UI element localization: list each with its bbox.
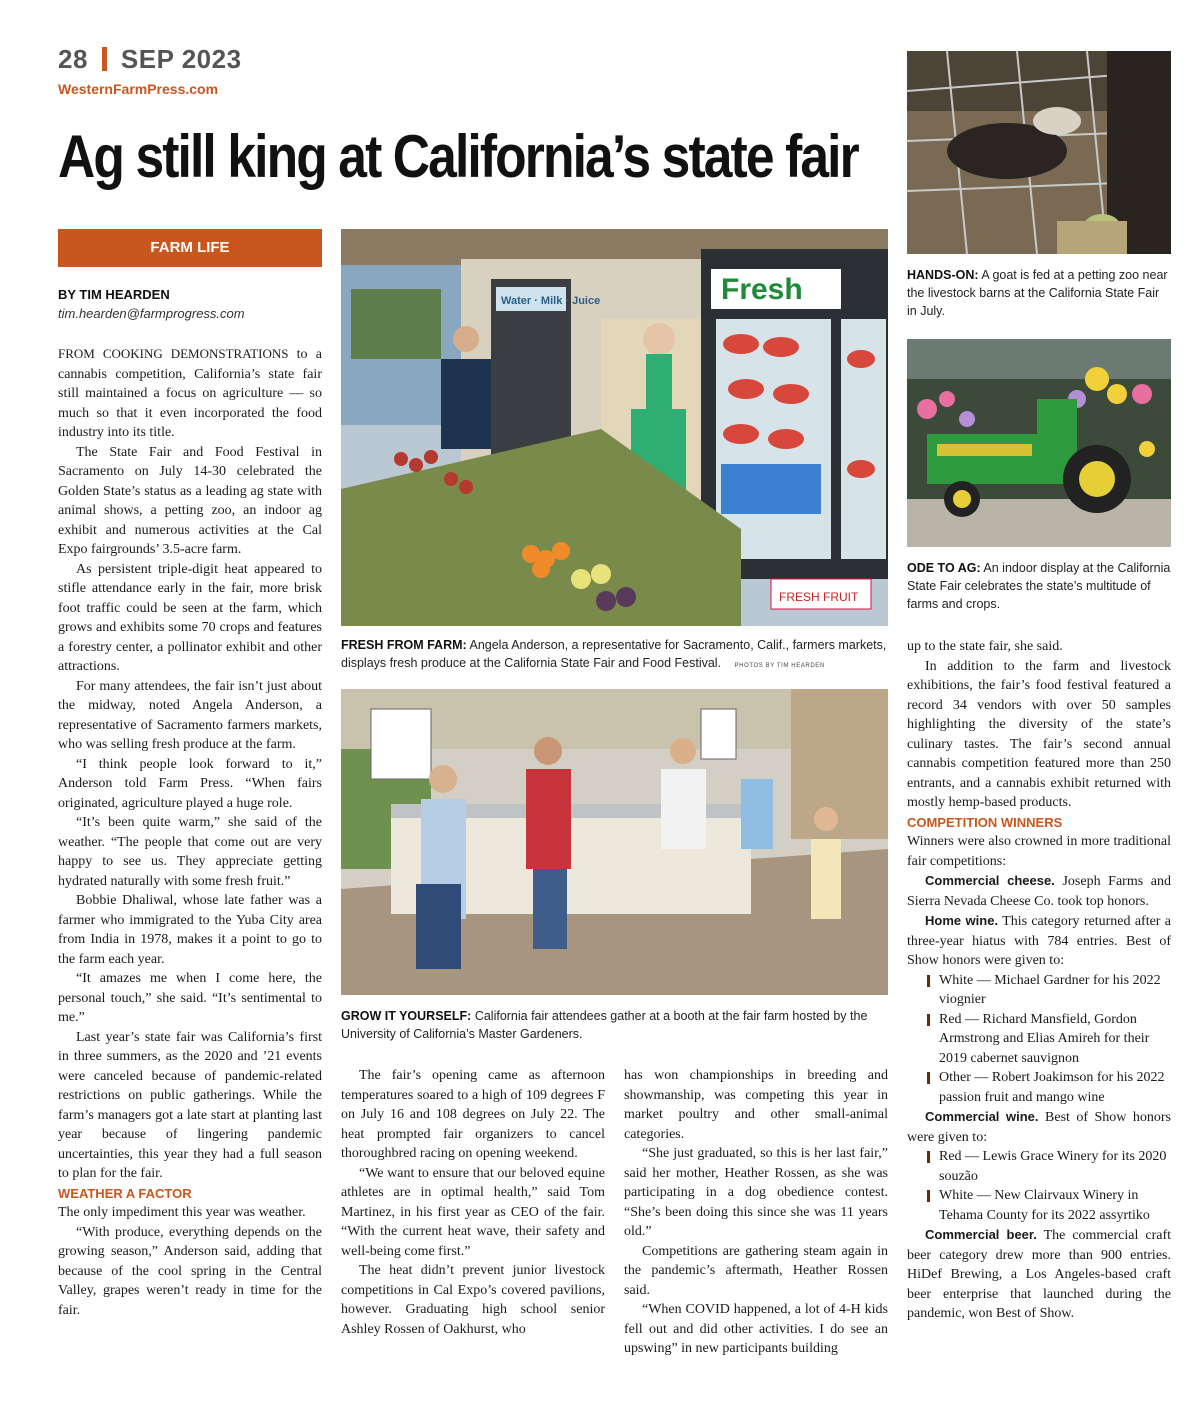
paragraph: Competitions are gathering steam again in the pandemic’s aftermath, Heather Rossen said. [624, 1243, 888, 1298]
paragraph: Bobbie Dhaliwal, whose late father was a farmer who immigrated to the Yuba City area from India in 1978, makes it a point to go to the farm each year. [58, 893, 322, 967]
paragraph: “I think people look forward to it,” Anderson told Farm Press. “When fairs originated, agriculture played a huge role. [58, 756, 322, 811]
issue-date: SEP 2023 [120, 44, 242, 74]
paragraph: As persistent triple-digit heat appeared to stifle attendance early in the fair, more brisk foot traffic could be seen at the farm, which grows and exhibits some 70 crops and features a forestry center, a pollinator exhibit and other attractions. [58, 561, 322, 674]
caption-label: GROW IT YOURSELF: [341, 1009, 472, 1023]
photo-hands-on [907, 51, 1171, 254]
caption-text: California fair attendees gather at a booth at the fair farm hosted by the University of California’s Master Gardeners. [341, 1009, 868, 1041]
paragraph: has won championships in breeding and showmanship, was competing this year in market poultry and other small-animal categories. [624, 1068, 888, 1142]
booth-illustration [341, 689, 888, 995]
paragraph: “It amazes me when I come here, the personal touch,” she said. “It’s sentimental to me.” [58, 971, 322, 1025]
list-item: Other — Robert Joakimson for his 2022 passion fruit and mango wine [907, 1068, 1171, 1107]
photo-grow-it-yourself [341, 689, 888, 995]
paragraph: Last year’s state fair was California’s first in three summers, as the 2020 and ’21 events were canceled because of pandemic-related restrictions on public gatherings. While the farm’s managers got a late start at planting last year because of lingering pandemic uncertainties, this year they had a full season to plan for the fair. [58, 1029, 322, 1181]
caption-hands-on [907, 266, 1171, 320]
list-item: Red — Richard Mansfield, Gordon Armstrong and Elias Amireh for their 2019 cabernet sauvignon [907, 1010, 1171, 1069]
paragraph [907, 1107, 1171, 1147]
paragraph: up to the state fair, she said. [907, 639, 1063, 654]
paragraph: “When COVID happened, a lot of 4-H kids fell out and did other activities. I do see an upswing” in new participants building [624, 1302, 888, 1356]
sign-water-milk-juice: Water · Milk · Juice [501, 295, 601, 307]
byline: BY TIM HEARDEN [58, 287, 170, 302]
caption-label: FRESH FROM FARM: [341, 638, 467, 652]
caption-text: A goat is fed at a petting zoo near the livestock barns at the California State Fair in July. [907, 268, 1168, 318]
sign-fresh: Fresh [721, 273, 803, 306]
paragraph [907, 1225, 1171, 1324]
article-column-3 [624, 1066, 888, 1359]
category-text: This category returned after a three-year hiatus with 784 entries. Best of Show honors were given to: [907, 914, 1171, 968]
paragraph [907, 871, 1171, 911]
article-column-2 [341, 1066, 605, 1339]
photo-ode-to-ag [907, 339, 1171, 547]
category-text: Joseph Farms and Sierra Nevada Cheese Co. took top honors. [907, 874, 1171, 909]
paragraph: “We want to ensure that our beloved equine athletes are in optimal health,” said Tom Martinez, in his first year as CEO of the fair. “With the current heat wave, their safety and well-being come first.” [341, 1165, 605, 1259]
goat-illustration [907, 51, 1171, 254]
photo-fresh-from-farm [341, 229, 888, 626]
paragraph: “She just graduated, so this is her last fair,” said her mother, Heather Rossen, as she was participating in a dog obedience contest. “She’s been doing this since she was 11 years old.” [624, 1146, 888, 1239]
page-number: 28 [58, 44, 88, 74]
page-folio [58, 44, 242, 75]
caption-label: ODE TO AG: [907, 561, 981, 575]
caption-grow-it-yourself [341, 1007, 888, 1043]
article-column-1 [58, 344, 322, 1320]
paragraph-text: to a cannabis competition, California’s state fair still maintained a focus on agriculture — so much so that it even incorporated the food industry into its title. [58, 347, 322, 440]
list-item: White — Michael Gardner for his 2022 viognier [907, 971, 1171, 1010]
category-label: Home wine. [925, 913, 999, 928]
tractor-illustration [907, 339, 1171, 547]
paragraph: The only impediment this year was weather. [58, 1205, 306, 1220]
photo-credit: PHOTOS BY TIM HEARDEN [734, 663, 825, 669]
paragraph: The fair’s opening came as afternoon temperatures soared to a high of 109 degrees F on July 16 and 108 degrees on July 22. The heat prompted fair organizers to cancel thoroughbred racing on opening weekend. [341, 1068, 605, 1161]
caption-ode-to-ag [907, 559, 1171, 613]
list-item: Red — Lewis Grace Winery for its 2020 souzão [907, 1147, 1171, 1186]
paragraph: For many attendees, the fair isn’t just about the midway, noted Angela Anderson, a representative of Sacramento farmers markets, who was selling fresh produce at the farm. [58, 678, 322, 752]
subhead-competition-winners: COMPETITION WINNERS [907, 814, 1063, 830]
category-label: Commercial wine. [925, 1109, 1039, 1124]
subhead-weather: WEATHER A FACTOR [58, 1185, 192, 1201]
paragraph [907, 911, 1171, 971]
paragraph: In addition to the farm and livestock exhibitions, the fair’s food festival featured a record 34 vendors with over 50 samples highlighting the diversity of the state’s culinary tastes. The fair’s second annual cannabis competition featured more than 250 entrants, and a cannabis exhibit returned with mostly hemp-based products. [907, 658, 1171, 810]
headline: Ag still king at California’s state fair [58, 123, 858, 190]
site-name: WesternFarmPress.com [58, 81, 219, 97]
category-label: Commercial cheese. [925, 873, 1055, 888]
caption-text: Angela Anderson, a representative for Sacramento, Calif., farmers markets, displays fresh produce at the California State Fair and Food Festival. [341, 638, 887, 670]
paragraph: The heat didn’t prevent junior livestock competitions in Cal Expo’s covered pavilions, however. Graduating high school senior Ashley Rossen of Oakhurst, who [341, 1263, 605, 1337]
folio-divider [102, 47, 107, 71]
section-tag: FARM LIFE [58, 229, 322, 267]
category-text: Best of Show honors were given to: [907, 1110, 1172, 1145]
farm-stand-illustration [341, 229, 888, 626]
paragraph: “It’s been quite warm,” she said of the weather. “The people that come out are very happy to see us. They appreciate getting hydrated naturally with some fresh fruit.” [58, 815, 322, 889]
paragraph: Winners were also crowned in more traditional fair competitions: [907, 834, 1171, 869]
caption-label: HANDS-ON: [907, 268, 979, 282]
sign-fresh-fruit: FRESH FRUIT [779, 590, 859, 604]
lead-caps: FROM COOKING DEMONSTRATIONS [58, 346, 289, 361]
paragraph: The State Fair and Food Festival in Sacramento on July 14-30 celebrated the Golden State’s status as a leading ag state with animal shows, a petting zoo, an indoor ag exhibit and numerous activities at the Cal Expo fairgrounds’ 3.5-acre farm. [58, 444, 322, 557]
caption-text: An indoor display at the California State Fair celebrates the state’s multitude of farms and crops. [907, 561, 1171, 611]
category-label: Commercial beer. [925, 1227, 1037, 1242]
paragraph: “With produce, everything depends on the growing season,” Anderson said, adding that because of the cool spring in the Central Valley, grapes weren’t ready in time for the fair. [58, 1224, 322, 1318]
caption-fresh-from-farm [341, 636, 888, 675]
list-item: White — New Clairvaux Winery in Tehama County for its 2022 assyrtiko [907, 1186, 1171, 1225]
article-column-4 [907, 637, 1171, 1324]
paragraph [58, 344, 322, 443]
author-email: tim.hearden@farmprogress.com [58, 306, 245, 321]
category-text: The commercial craft beer category drew more than 900 entries. HiDef Brewing, a Los Angeles-based craft beer enterprise that launched during the pandemic, won Best of Show. [907, 1228, 1171, 1321]
